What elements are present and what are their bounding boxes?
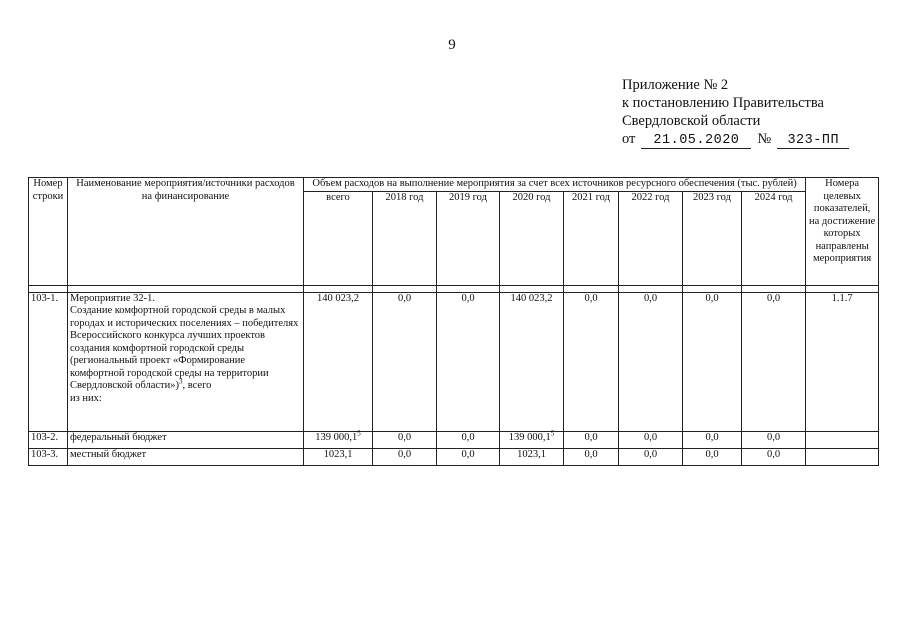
cell-year: 0,0 <box>619 292 683 431</box>
row-name <box>68 292 304 431</box>
header-name: Наименование мероприятия/источники расходов на финансирование <box>68 178 304 286</box>
cell-year: 0,0 <box>683 292 742 431</box>
cell-year: 1023,1 <box>500 448 564 465</box>
row-name: местный бюджет <box>68 448 304 465</box>
cell-year <box>500 431 564 448</box>
cell-year: 0,0 <box>373 448 437 465</box>
header-year: 2022 год <box>619 191 683 285</box>
cell-year: 0,0 <box>373 431 437 448</box>
cell-total: 140 023,2 <box>304 292 373 431</box>
row-name-of-which: из них: <box>70 392 102 404</box>
cell-targets <box>806 448 879 465</box>
header-row-number: Номер строки <box>29 178 68 286</box>
budget-table <box>28 177 879 466</box>
header-row-1 <box>29 178 879 192</box>
row-code: 103-2. <box>29 431 68 448</box>
row-code: 103-1. <box>29 292 68 431</box>
header-year: 2020 год <box>500 191 564 285</box>
footnote-mark: 5 <box>550 429 555 437</box>
cell-total <box>304 431 373 448</box>
appendix-title: Приложение № 2 <box>622 77 729 93</box>
cell-year: 0,0 <box>564 448 619 465</box>
header-year: 2024 год <box>742 191 806 285</box>
cell-year-value: 139 000,1 <box>508 431 551 443</box>
row-name-title: Мероприятие 32-1. <box>70 292 156 304</box>
resolution-number: 323-ПП <box>777 133 849 149</box>
header-year: 2018 год <box>373 191 437 285</box>
appendix-resolution: к постановлению Правительства <box>622 95 824 111</box>
cell-year: 0,0 <box>564 292 619 431</box>
appendix-block <box>622 76 849 149</box>
table-row <box>29 448 879 465</box>
appendix-region: Свердловской области <box>622 113 761 129</box>
cell-year: 0,0 <box>742 431 806 448</box>
header-total: всего <box>304 191 373 285</box>
cell-year: 0,0 <box>742 292 806 431</box>
cell-year: 0,0 <box>437 431 500 448</box>
table-row <box>29 292 879 431</box>
cell-year: 140 023,2 <box>500 292 564 431</box>
resolution-date: 21.05.2020 <box>641 133 751 149</box>
cell-year: 0,0 <box>373 292 437 431</box>
cell-year: 0,0 <box>564 431 619 448</box>
header-year: 2019 год <box>437 191 500 285</box>
page-number: 9 <box>448 37 456 53</box>
cell-total: 1023,1 <box>304 448 373 465</box>
cell-year: 0,0 <box>619 448 683 465</box>
table-row <box>29 431 879 448</box>
row-code: 103-3. <box>29 448 68 465</box>
cell-year: 0,0 <box>742 448 806 465</box>
cell-targets: 1.1.7 <box>806 292 879 431</box>
cell-year: 0,0 <box>437 292 500 431</box>
cell-targets <box>806 431 879 448</box>
cell-year: 0,0 <box>683 431 742 448</box>
row-name-total: , всего <box>182 380 212 391</box>
header-year: 2021 год <box>564 191 619 285</box>
header-targets: Номера целевых показателей, на достижение которых направлены мероприятия <box>806 178 879 286</box>
date-prefix: от <box>622 131 636 147</box>
header-volume-group: Объем расходов на выполнение мероприятия за счет всех источников ресурсного обеспечения (тыс. рублей) <box>304 178 806 192</box>
footnote-mark: 3 <box>178 377 183 386</box>
cell-year: 0,0 <box>437 448 500 465</box>
header-year: 2023 год <box>683 191 742 285</box>
cell-total-value: 139 000,1 <box>315 431 358 443</box>
row-name: федеральный бюджет <box>68 431 304 448</box>
spacer-row <box>29 285 879 292</box>
cell-year: 0,0 <box>683 448 742 465</box>
footnote-mark: 5 <box>357 429 361 437</box>
number-prefix: № <box>757 131 772 147</box>
row-name-description: Создание комфортной городской среды в малых городах и исторических поселениях – победителях Всероссийского конкурса лучших проектов создания комфортной городской среды (региональный проект «Формирование комфортной городской среды на территории Свердловской области») <box>70 305 299 391</box>
appendix-date-line <box>622 130 849 149</box>
cell-year: 0,0 <box>619 431 683 448</box>
